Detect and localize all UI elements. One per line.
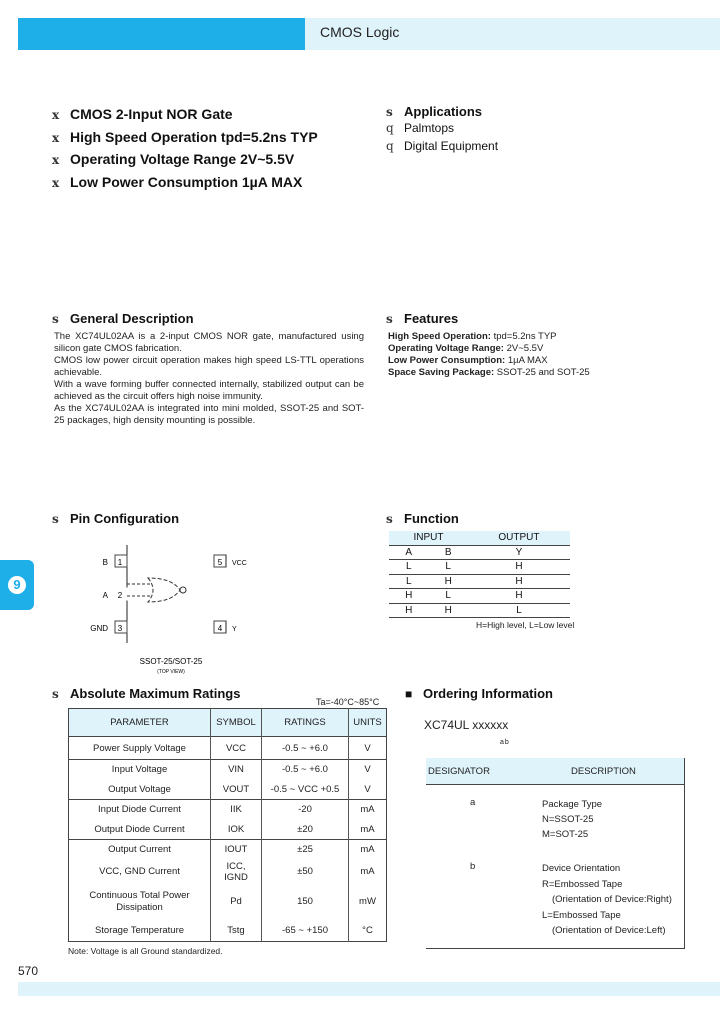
ordering-designator-markers: ab bbox=[500, 739, 510, 746]
footer-bar bbox=[18, 982, 720, 996]
abs-max-row: Power Supply Voltage VCC -0.5 ~ +6.0 V bbox=[69, 737, 387, 760]
function-col-a: A bbox=[405, 546, 413, 558]
function-col-b: B bbox=[444, 546, 452, 558]
abs-max-header-row bbox=[69, 709, 387, 737]
square-bullet-icon: ■ bbox=[405, 687, 413, 701]
package-label: SSOT-25/SOT-25 bbox=[139, 657, 203, 666]
abs-max-header: UNITS bbox=[349, 709, 387, 737]
pin-configuration-diagram bbox=[80, 540, 280, 680]
function-table bbox=[389, 531, 570, 618]
ordering-header: DESIGNATOR bbox=[428, 766, 490, 777]
abs-max-row: Input Voltage VIN -0.5 ~ +6.0 V bbox=[69, 760, 387, 780]
abs-max-title: s Absolute Maximum Ratings bbox=[52, 686, 241, 701]
function-output-header: OUTPUT bbox=[468, 531, 570, 545]
abs-max-row: Output Diode Current IOK ±20 mA bbox=[69, 820, 387, 840]
nor-gate-bubble bbox=[180, 587, 186, 593]
pin-3-number: 3 bbox=[117, 624, 123, 633]
abs-max-row: VCC, GND Current ICC, IGND ±50 mA bbox=[69, 860, 387, 884]
description-paragraph: With a wave forming buffer connected internally, stabilized output can be achieved as the circuit offers high noise immunity. bbox=[54, 379, 364, 402]
pin-3-name: GND bbox=[90, 624, 108, 633]
pin-5-name: VCC bbox=[232, 560, 247, 567]
application-item: q Palmtops bbox=[386, 121, 455, 135]
ordering-title: ■ Ordering Information bbox=[405, 686, 553, 701]
function-row: H H L bbox=[389, 603, 570, 618]
abs-max-row: Storage Temperature Tstg -65 ~ +150 °C bbox=[69, 920, 387, 942]
pin-1-number: 1 bbox=[117, 558, 123, 567]
description-paragraph: CMOS low power circuit operation makes high speed LS-TTL operations achievable. bbox=[54, 355, 364, 378]
application-item: q Digital Equipment bbox=[386, 139, 499, 153]
pin-2-number: 2 bbox=[117, 591, 123, 600]
abs-max-table bbox=[68, 708, 387, 942]
page-number: 570 bbox=[18, 964, 39, 978]
function-note: H=High level, L=Low level bbox=[476, 620, 575, 630]
abs-max-row: Continuous Total Power Dissipation Pd 150 mW bbox=[69, 884, 387, 920]
top-feature: x Low Power Consumption 1µA MAX bbox=[52, 173, 303, 190]
function-column-row bbox=[389, 545, 570, 560]
general-description-title: s General Description bbox=[52, 311, 194, 326]
nor-gate-symbol bbox=[148, 578, 180, 602]
top-features bbox=[52, 104, 318, 194]
abs-max-row: Output Current IOUT ±25 mA bbox=[69, 840, 387, 860]
function-input-header: INPUT bbox=[389, 531, 468, 545]
feature-item: High Speed Operation: tpd=5.2ns TYP bbox=[388, 331, 557, 342]
pin-config-title: s Pin Configuration bbox=[52, 511, 180, 526]
view-label: (TOP VIEW) bbox=[157, 669, 185, 675]
features-list bbox=[388, 331, 590, 379]
function-row: H L H bbox=[389, 589, 570, 604]
top-feature: x High Speed Operation tpd=5.2ns TYP bbox=[52, 128, 318, 145]
general-description-body bbox=[54, 331, 364, 427]
ordering-header-row bbox=[426, 758, 684, 785]
ordering-row: a Package Type N=SSOT-25 M=SOT-25 bbox=[470, 797, 603, 840]
ordering-table bbox=[426, 758, 685, 949]
feature-item: Low Power Consumption: 1µA MAX bbox=[388, 355, 548, 366]
feature-item: Operating Voltage Range: 2V~5.5V bbox=[388, 343, 544, 354]
feature-item: Space Saving Package: SSOT-25 and SOT-25 bbox=[388, 367, 590, 378]
ordering-part-number: XC74UL xxxxxx bbox=[424, 718, 509, 732]
features-title: s Features bbox=[386, 311, 459, 326]
pin-4-number: 4 bbox=[217, 624, 223, 633]
ordering-row: b Device Orientation R=Embossed Tape (Orientation of Device:Right) L=Embossed Tape (Orientation of Device:Left) bbox=[470, 861, 672, 937]
function-col-y: Y bbox=[515, 546, 523, 558]
description-paragraph: As the XC74UL02AA is integrated into mini molded, SSOT-25 and SOT-25 packages, high density mounting is possible. bbox=[54, 403, 364, 426]
ordering-header: DESCRIPTION bbox=[571, 766, 636, 777]
top-feature: x CMOS 2-Input NOR Gate bbox=[52, 106, 233, 122]
description-paragraph: The XC74UL02AA is a 2-input CMOS NOR gate, manufactured using silicon gate CMOS fabrication. bbox=[54, 331, 364, 354]
abs-max-header: PARAMETER bbox=[110, 717, 169, 728]
header-accent-bar bbox=[18, 18, 305, 50]
chapter-number: 9 bbox=[8, 576, 26, 594]
pin-2-name: A bbox=[102, 591, 108, 600]
abs-max-row: Output Voltage VOUT -0.5 ~ VCC +0.5 V bbox=[69, 780, 387, 800]
abs-max-condition: Ta=-40°C~85°C bbox=[316, 697, 380, 707]
top-feature: x Operating Voltage Range 2V~5.5V bbox=[52, 151, 295, 167]
header-title: CMOS Logic bbox=[320, 24, 400, 40]
function-row: L L H bbox=[389, 560, 570, 575]
pin-5-number: 5 bbox=[217, 558, 223, 567]
function-title: s Function bbox=[386, 511, 459, 526]
pin-4-name: Y bbox=[232, 626, 237, 633]
pin-1-name: B bbox=[102, 558, 108, 567]
abs-max-note: Note: Voltage is all Ground standardized. bbox=[68, 946, 223, 956]
abs-max-header: SYMBOL bbox=[211, 709, 262, 737]
abs-max-header: RATINGS bbox=[262, 709, 349, 737]
applications-title: s Applications bbox=[386, 104, 483, 119]
abs-max-row: Input Diode Current IIK -20 mA bbox=[69, 800, 387, 820]
applications-section bbox=[386, 104, 498, 155]
function-row: L H H bbox=[389, 574, 570, 589]
